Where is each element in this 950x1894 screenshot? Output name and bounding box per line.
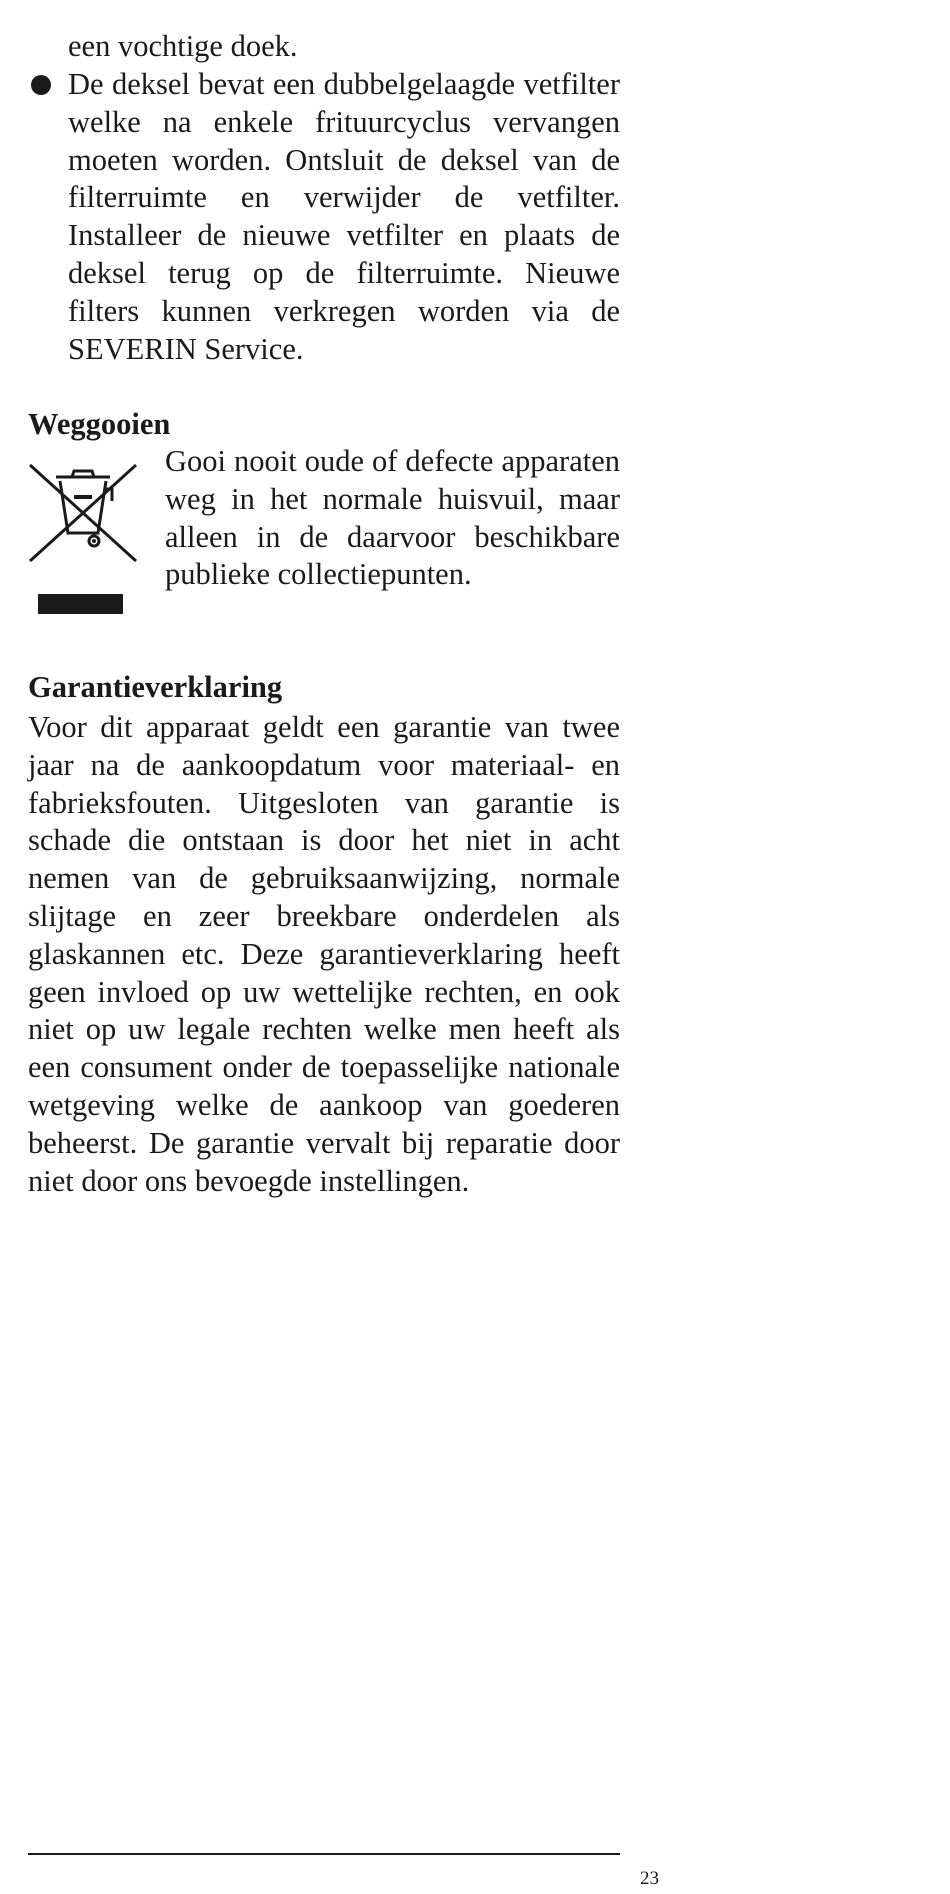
crossed-out-wheelie-bin-icon: [28, 463, 138, 563]
continuation-text: een vochtige doek.: [68, 29, 298, 63]
bullet-text: De deksel bevat een dubbelgelaagde vetfilter welke na enkele frituurcyclus vervangen moeten worden. Ontsluit de deksel van de filterruimte en verwijder de vetfilter. Installeer de nieuwe vetfilter en plaats de deksel terug op de filterruimte. Nieuwe filters kunnen verkregen worden via de SEVERIN Service.: [68, 67, 620, 366]
bullet-icon: [31, 75, 51, 95]
warranty-text: Voor dit apparaat geldt een garantie van twee jaar na de aankoopdatum voor materiaal- en fabrieksfouten. Uitgesloten van garantie is schade die ontstaan is door het niet in acht nemen van de gebruiksaanwijzing, normale slijtage en zeer breekbare onderdelen als glaskannen etc. Deze garantieverklaring heeft geen invloed op uw wettelijke rechten, en ook niet op uw legale rechten welke men heeft als een consument onder de toepasselijke nationale wetgeving welke de aankoop van goederen beheerst. De garantie vervalt bij reparatie door niet door ons bevoegde instellingen.: [28, 710, 620, 1198]
warranty-heading: Garantieverklaring: [28, 670, 283, 704]
bin-underline-bar: [38, 594, 123, 614]
footer-rule: [28, 1853, 620, 1855]
disposal-heading: Weggooien: [28, 407, 171, 441]
page-number: 23: [640, 1868, 659, 1889]
disposal-section: [28, 443, 620, 633]
disposal-text: Gooi nooit oude of defecte apparaten weg in het normale huisvuil, maar alleen in de daarvoor beschikbare publieke collectiepunten.: [165, 444, 620, 592]
